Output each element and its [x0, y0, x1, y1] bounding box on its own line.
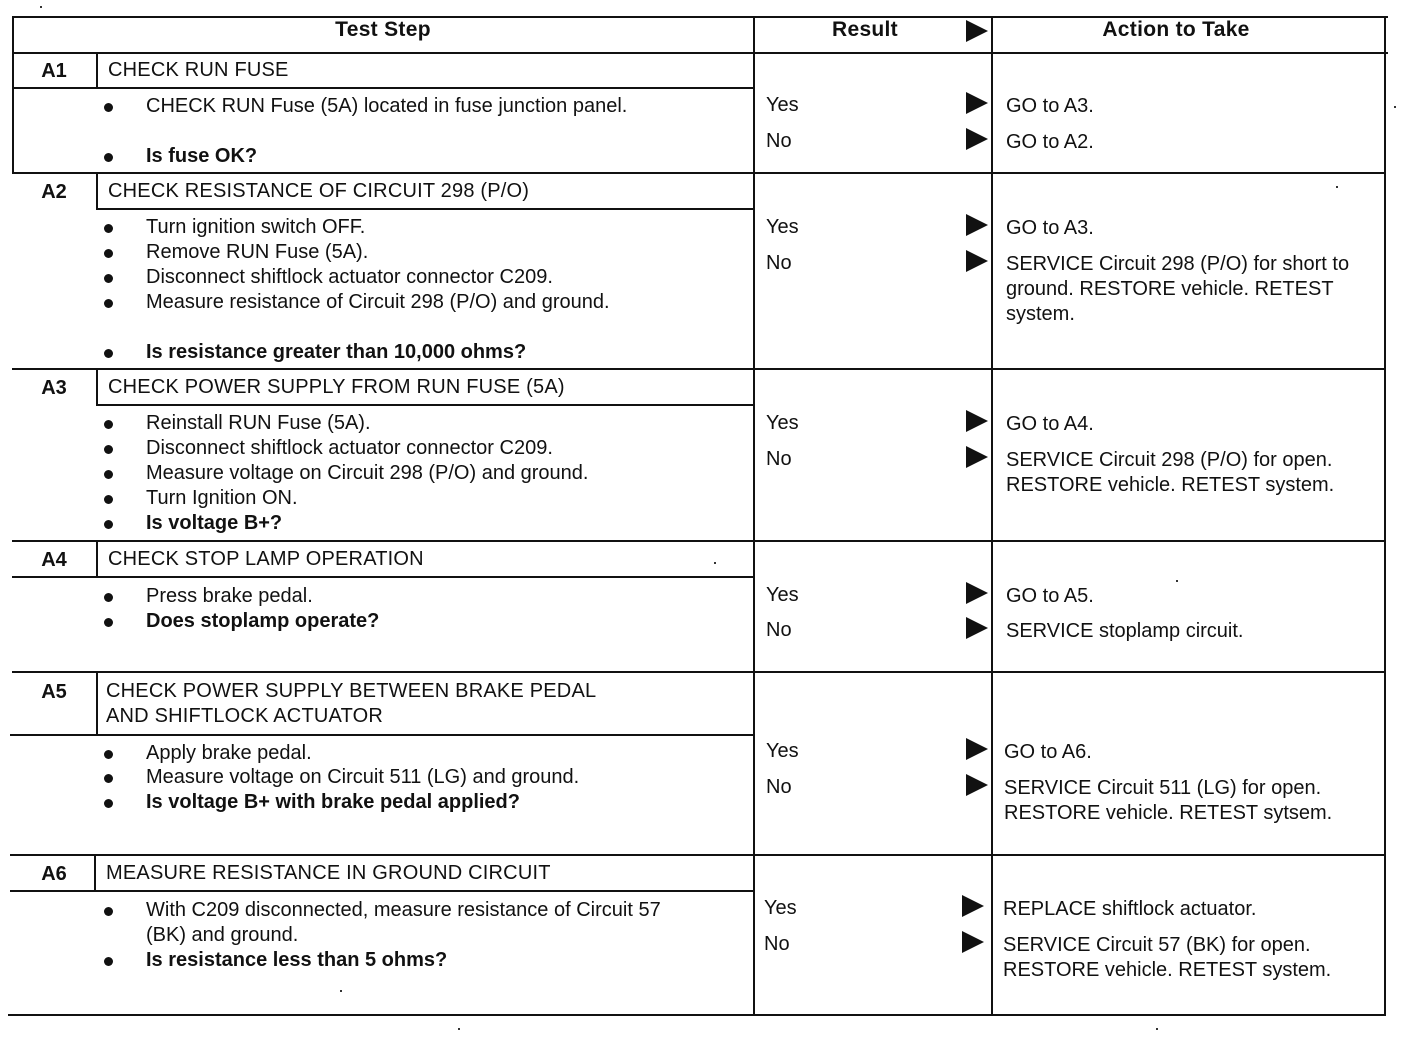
check-question: Is resistance greater than 10,000 ohms?: [104, 340, 744, 365]
bullet-icon: [104, 224, 113, 233]
result-no: No: [764, 933, 790, 955]
step-id: A5: [41, 681, 67, 703]
action-no: SERVICE stoplamp circuit.: [1006, 620, 1244, 642]
result-yes: Yes: [766, 740, 799, 762]
arrow-icon: [966, 92, 988, 114]
scan-speck: [1394, 106, 1396, 108]
header-arrow-icon: [966, 20, 988, 42]
title-underline: [12, 576, 753, 578]
check-item: Turn Ignition ON.: [104, 486, 744, 511]
result-yes: Yes: [764, 897, 797, 919]
step-id: A3: [41, 377, 67, 399]
action-yes: REPLACE shiftlock actuator.: [1003, 898, 1257, 920]
check-item: Disconnect shiftlock actuator connector C209.: [104, 436, 744, 461]
arrow-icon: [962, 931, 984, 953]
bullet-icon: [104, 957, 113, 966]
bullet-icon: [104, 593, 113, 602]
scan-speck: [714, 562, 716, 564]
step-title: CHECK STOP LAMP OPERATION: [108, 548, 424, 570]
arrow-icon: [966, 128, 988, 150]
step-id: A2: [41, 181, 67, 203]
result-yes: Yes: [766, 584, 799, 606]
action-yes: GO to A3.: [1006, 217, 1094, 239]
result-no: No: [766, 448, 792, 470]
scan-speck: [1336, 186, 1338, 188]
scan-speck: [1156, 1028, 1158, 1030]
title-divider: [96, 673, 98, 735]
check-question: Is voltage B+ with brake pedal applied?: [104, 790, 744, 815]
arrow-icon: [966, 446, 988, 468]
step-title: CHECK RUN FUSE: [108, 59, 289, 81]
check-question: Is voltage B+?: [104, 511, 744, 536]
bullet-icon: [104, 470, 113, 479]
bullet-icon: [104, 618, 113, 627]
action-no: SERVICE Circuit 57 (BK) for open. RESTORE vehicle. RETEST system.: [1003, 934, 1332, 981]
bullet-icon: [104, 774, 113, 783]
header-bottom-border: [12, 52, 1388, 54]
bullet-icon: [104, 299, 113, 308]
title-divider: [96, 54, 98, 88]
result-yes: Yes: [766, 94, 799, 116]
check-question: Is fuse OK?: [104, 144, 744, 169]
scan-speck: [40, 6, 42, 8]
title-divider: [96, 542, 98, 577]
arrow-icon: [966, 582, 988, 604]
row-separator: [12, 671, 1386, 673]
title-underline: [96, 404, 753, 406]
scan-speck: [1176, 580, 1178, 582]
arrow-icon: [966, 774, 988, 796]
header-test-step: Test Step: [335, 18, 431, 41]
check-question: Does stoplamp operate?: [104, 609, 744, 634]
bullet-icon: [104, 520, 113, 529]
action-yes: GO to A3.: [1006, 95, 1094, 117]
result-no: No: [766, 130, 792, 152]
scan-speck: [340, 990, 342, 992]
action-no: GO to A2.: [1006, 131, 1094, 153]
header-result: Result: [832, 18, 898, 41]
bullet-icon: [104, 420, 113, 429]
bullet-icon: [104, 274, 113, 283]
bullet-icon: [104, 495, 113, 504]
check-item: Measure voltage on Circuit 511 (LG) and ground.: [104, 765, 744, 790]
check-item: With C209 disconnected, measure resistance of Circuit 57 (BK) and ground.: [104, 898, 704, 948]
bullet-icon: [104, 750, 113, 759]
arrow-icon: [966, 410, 988, 432]
table-bottom-border: [8, 1014, 1384, 1016]
row-separator: [12, 368, 1386, 370]
step-id: A6: [41, 863, 67, 885]
bullet-icon: [104, 349, 113, 358]
result-yes: Yes: [766, 412, 799, 434]
action-no: SERVICE Circuit 298 (P/O) for short to ground. RESTORE vehicle. RETEST system.: [1006, 253, 1350, 325]
header-action: Action to Take: [1102, 18, 1250, 41]
row-separator: [12, 172, 1386, 174]
result-no: No: [766, 252, 792, 274]
arrow-icon: [966, 617, 988, 639]
action-no: SERVICE Circuit 511 (LG) for open. RESTORE vehicle. RETEST sytsem.: [1004, 777, 1333, 824]
check-item: Turn ignition switch OFF.: [104, 215, 744, 240]
check-question: Is resistance less than 5 ohms?: [104, 948, 744, 973]
action-no: SERVICE Circuit 298 (P/O) for open. RESTORE vehicle. RETEST system.: [1006, 449, 1335, 496]
bullet-icon: [104, 153, 113, 162]
row-separator: [10, 854, 1384, 856]
action-yes: GO to A6.: [1004, 741, 1092, 763]
step-title: CHECK RESISTANCE OF CIRCUIT 298 (P/O): [108, 180, 530, 202]
bullet-icon: [104, 445, 113, 454]
check-item: Remove RUN Fuse (5A).: [104, 240, 744, 265]
step-id: A1: [41, 60, 67, 82]
check-item: Reinstall RUN Fuse (5A).: [104, 411, 744, 436]
title-divider: [94, 856, 96, 891]
title-underline: [96, 208, 753, 210]
step-title-line-2: AND SHIFTLOCK ACTUATOR: [106, 705, 384, 727]
result-yes: Yes: [766, 216, 799, 238]
step-title-line-1: CHECK POWER SUPPLY BETWEEN BRAKE PEDAL: [106, 680, 597, 702]
check-item: CHECK RUN Fuse (5A) located in fuse junction panel.: [104, 94, 744, 119]
check-item: Measure resistance of Circuit 298 (P/O) and ground.: [104, 290, 644, 315]
result-no: No: [766, 776, 792, 798]
result-no: No: [766, 619, 792, 641]
row-separator: [12, 540, 1386, 542]
table-right-border: [1384, 16, 1386, 1016]
action-yes: GO to A4.: [1006, 413, 1094, 435]
check-item: Press brake pedal.: [104, 584, 744, 609]
action-yes: GO to A5.: [1006, 585, 1094, 607]
bullet-icon: [104, 907, 113, 916]
bullet-icon: [104, 799, 113, 808]
result-column-left-border: [753, 16, 755, 1016]
check-item: Disconnect shiftlock actuator connector C209.: [104, 265, 744, 290]
arrow-icon: [966, 250, 988, 272]
step-id: A4: [41, 549, 67, 571]
scan-speck: [458, 1028, 460, 1030]
arrow-icon: [962, 895, 984, 917]
bullet-icon: [104, 103, 113, 112]
arrow-icon: [966, 214, 988, 236]
arrow-icon: [966, 738, 988, 760]
title-divider: [96, 174, 98, 209]
check-item: Apply brake pedal.: [104, 741, 744, 766]
action-column-left-border: [991, 16, 993, 1016]
title-underline: [12, 87, 753, 89]
title-divider: [96, 370, 98, 405]
title-underline: [10, 734, 753, 736]
step-title: CHECK POWER SUPPLY FROM RUN FUSE (5A): [108, 376, 565, 398]
bullet-icon: [104, 249, 113, 258]
title-underline: [10, 890, 753, 892]
check-item: Measure voltage on Circuit 298 (P/O) and ground.: [104, 461, 744, 486]
step-title: MEASURE RESISTANCE IN GROUND CIRCUIT: [106, 862, 551, 884]
